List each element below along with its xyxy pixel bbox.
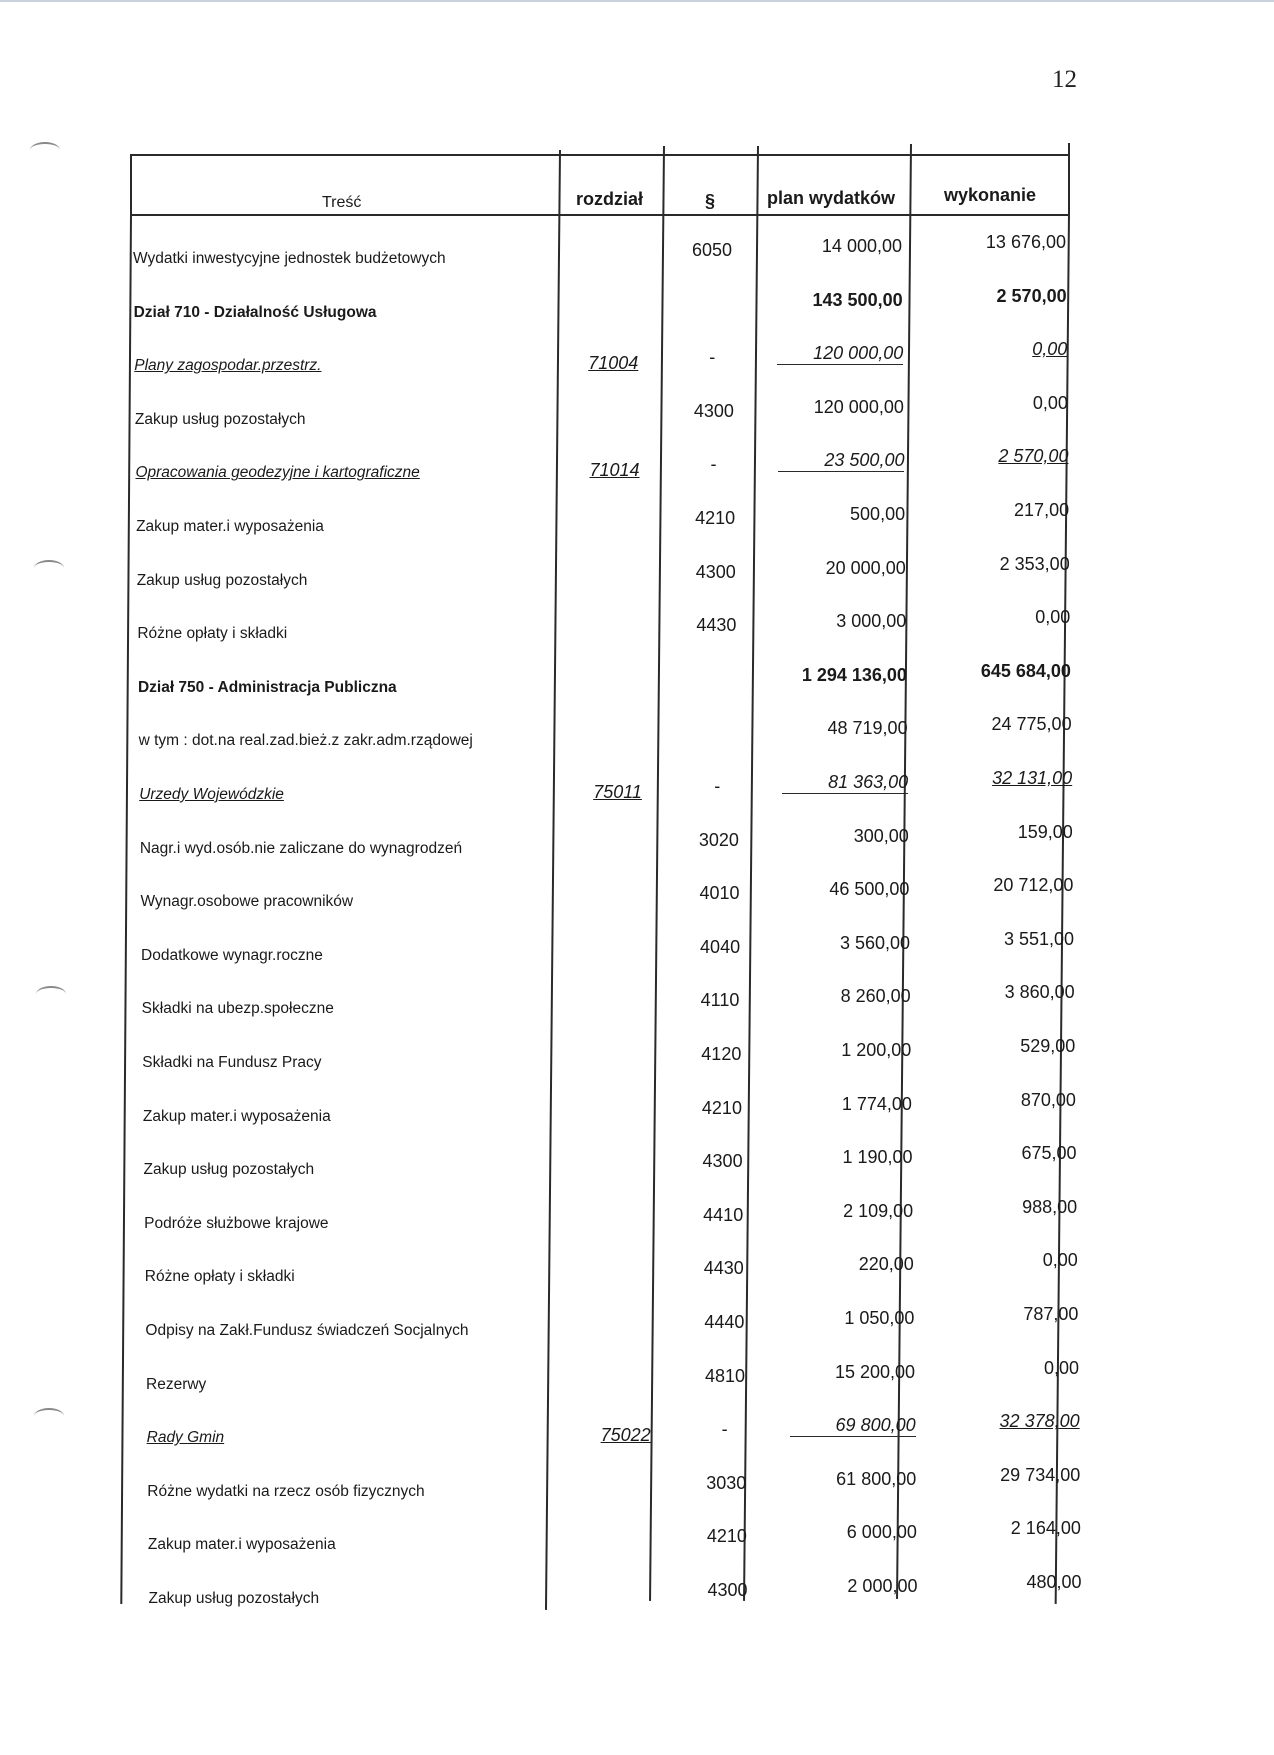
cell-plan: 8 260,00 — [840, 986, 911, 1007]
cell-paragraf: - — [714, 776, 721, 796]
cell-tresc: Różne wydatki na rzecz osób fizycznych — [147, 1482, 425, 1500]
cell-plan: 2 000,00 — [847, 1576, 918, 1596]
cell-paragraf: 4300 — [695, 561, 736, 582]
cell-wykonanie: 0,00 — [1032, 339, 1068, 360]
cell-paragraf: 4430 — [696, 615, 737, 636]
cell-plan: 69 800,00 — [790, 1415, 916, 1437]
cell-paragraf: 3030 — [706, 1472, 747, 1493]
cell-plan: 1 050,00 — [844, 1308, 915, 1328]
cell-plan: 1 200,00 — [841, 1040, 912, 1060]
cell-tresc: Nagr.i wyd.osób.nie zaliczane do wynagrodzeń — [139, 839, 463, 857]
cell-paragraf: - — [710, 454, 717, 475]
table-row — [0, 1465, 1274, 1519]
cell-wykonanie: 32 131,00 — [992, 768, 1073, 788]
cell-rozdzial: 71014 — [589, 460, 640, 481]
cell-paragraf: - — [709, 347, 716, 368]
cell-wykonanie: 0,00 — [1035, 607, 1071, 628]
cell-plan: 1 774,00 — [841, 1093, 912, 1114]
header-wykonanie: wykonanie — [944, 185, 1037, 205]
table-row — [0, 1411, 1274, 1465]
cell-wykonanie: 645 684,00 — [980, 660, 1071, 681]
table-right-border — [1068, 143, 1070, 214]
cell-tresc: Składki na ubezp.społeczne — [141, 1000, 334, 1018]
cell-plan: 2 109,00 — [843, 1200, 914, 1221]
cell-wykonanie: 2 164,00 — [1010, 1518, 1081, 1539]
cell-paragraf: 4430 — [703, 1258, 744, 1279]
header-rozdzial: rozdział — [576, 189, 644, 209]
cell-plan: 300,00 — [853, 825, 909, 846]
cell-paragraf: 6050 — [692, 240, 733, 260]
cell-tresc: Dział 710 - Działalność Usługowa — [133, 303, 377, 321]
cell-wykonanie: 2 353,00 — [999, 553, 1070, 574]
cell-plan: 48 719,00 — [827, 718, 908, 739]
cell-paragraf: 4300 — [707, 1580, 748, 1600]
cell-wykonanie: 217,00 — [1014, 500, 1070, 520]
cell-wykonanie: 0,00 — [1043, 1357, 1080, 1378]
cell-wykonanie: 2 570,00 — [998, 446, 1069, 467]
cell-plan: 120 000,00 — [813, 396, 904, 417]
table-row — [0, 929, 1274, 983]
table-row — [0, 286, 1274, 340]
cell-tresc: Urzedy Wojewódzkie — [139, 786, 284, 803]
cell-tresc: Zakup mater.i wyposażenia — [136, 518, 324, 535]
cell-wykonanie: 870,00 — [1020, 1089, 1076, 1110]
table-row — [0, 768, 1274, 822]
table-top-border — [130, 154, 1068, 156]
cell-rozdzial: 75011 — [593, 782, 642, 802]
cell-wykonanie: 13 676,00 — [985, 232, 1066, 252]
cell-paragraf: 4010 — [699, 883, 740, 904]
cell-tresc: Dodatkowe wynagr.roczne — [141, 946, 323, 964]
cell-plan: 500,00 — [850, 504, 906, 524]
cell-tresc: Opracowania geodezyjne i kartograficzne — [135, 464, 420, 482]
cell-wykonanie: 20 712,00 — [993, 875, 1074, 896]
cell-plan: 1 190,00 — [842, 1147, 913, 1168]
cell-plan: 61 800,00 — [836, 1468, 917, 1489]
cell-tresc: Wydatki inwestycyjne jednostek budżetowych — [133, 250, 446, 267]
cell-tresc: Zakup usług pozostałych — [134, 410, 306, 428]
cell-wykonanie: 0,00 — [1032, 392, 1068, 413]
table-row — [0, 714, 1274, 768]
cell-tresc: Zakup usług pozostałych — [143, 1161, 315, 1179]
cell-plan: 46 500,00 — [829, 879, 910, 900]
cell-plan: 3 000,00 — [836, 611, 907, 632]
cell-paragraf: 4210 — [701, 1097, 742, 1118]
cell-paragraf: 4410 — [703, 1204, 744, 1225]
table-row — [0, 1304, 1274, 1358]
cell-tresc: Odpisy na Zakł.Fundusz świadczeń Socjalnych — [145, 1322, 469, 1339]
cell-plan: 81 363,00 — [782, 772, 908, 794]
table-row — [0, 1250, 1274, 1304]
cell-wykonanie: 988,00 — [1022, 1196, 1078, 1217]
cell-tresc: Wynagr.osobowe pracowników — [140, 893, 354, 911]
cell-tresc: Różne opłaty i składki — [137, 625, 288, 643]
cell-plan: 1 294 136,00 — [801, 664, 907, 685]
cell-wykonanie: 159,00 — [1017, 821, 1073, 842]
cell-paragraf: 4440 — [704, 1312, 745, 1332]
cell-paragraf: 4040 — [700, 936, 741, 957]
cell-rozdzial: 71004 — [588, 353, 639, 374]
cell-paragraf: 4300 — [693, 400, 734, 421]
cell-wykonanie: 24 775,00 — [991, 714, 1072, 735]
cell-plan: 20 000,00 — [825, 557, 906, 578]
page-number: 12 — [1052, 66, 1077, 93]
cell-paragraf: 3020 — [698, 829, 739, 850]
header-bottom-border — [130, 214, 1068, 216]
cell-paragraf: 4120 — [701, 1044, 742, 1064]
cell-tresc: Rezerwy — [146, 1375, 207, 1393]
cell-wykonanie: 3 551,00 — [1003, 928, 1075, 949]
cell-wykonanie: 480,00 — [1026, 1572, 1082, 1592]
cell-plan: 23 500,00 — [778, 450, 904, 472]
table-left-border — [130, 154, 132, 214]
table-row — [0, 339, 1274, 393]
cell-tresc: Dział 750 - Administracja Publiczna — [137, 678, 397, 696]
table-row — [0, 500, 1274, 554]
table-row — [0, 554, 1274, 608]
table-row — [0, 607, 1274, 661]
header-plan: plan wydatków — [767, 188, 896, 208]
cell-plan: 220,00 — [858, 1254, 914, 1275]
cell-wykonanie: 32 378,00 — [999, 1411, 1080, 1432]
cell-wykonanie: 2 570,00 — [996, 285, 1067, 306]
cell-plan: 120 000,00 — [777, 343, 903, 365]
header-tresc: Treść — [322, 194, 362, 211]
cell-plan: 3 560,00 — [839, 932, 911, 953]
table-row — [0, 393, 1274, 447]
header-paragraf: § — [705, 191, 716, 211]
cell-wykonanie: 3 860,00 — [1004, 982, 1075, 1003]
cell-tresc: Zakup usług pozostałych — [136, 571, 308, 589]
cell-tresc: Składki na Fundusz Pracy — [142, 1054, 322, 1071]
cell-tresc: w tym : dot.na real.zad.bież.z zakr.adm.rządowej — [138, 732, 473, 750]
table-row — [0, 1036, 1274, 1090]
table-row — [0, 1572, 1274, 1626]
table-row — [0, 1358, 1274, 1412]
cell-paragraf: 4110 — [700, 990, 740, 1011]
cell-paragraf: - — [721, 1419, 728, 1440]
cell-paragraf: 4300 — [702, 1151, 743, 1172]
cell-plan: 15 200,00 — [834, 1361, 916, 1382]
cell-rozdzial: 75022 — [600, 1425, 651, 1446]
table-row — [0, 661, 1274, 715]
cell-tresc: Podróże służbowe krajowe — [144, 1214, 329, 1232]
cell-plan: 14 000,00 — [821, 236, 902, 256]
cell-paragraf: 4210 — [706, 1526, 747, 1547]
table-row — [0, 232, 1274, 286]
table-row — [0, 1197, 1274, 1251]
cell-wykonanie: 675,00 — [1021, 1143, 1077, 1164]
cell-wykonanie: 29 734,00 — [1000, 1464, 1081, 1485]
table-row — [0, 446, 1274, 500]
cell-tresc: Zakup mater.i wyposażenia — [147, 1536, 336, 1554]
table-row — [0, 1518, 1274, 1572]
cell-tresc: Zakup usług pozostałych — [148, 1590, 320, 1607]
cell-paragraf: 4210 — [695, 508, 736, 528]
table-row — [0, 822, 1274, 876]
cell-tresc: Różne opłaty i składki — [144, 1268, 295, 1286]
cell-tresc: Plany zagospodar.przestrz. — [134, 357, 322, 375]
cell-plan: 6 000,00 — [846, 1522, 917, 1543]
cell-tresc: Rady Gmin — [146, 1429, 225, 1447]
cell-tresc: Zakup mater.i wyposażenia — [142, 1107, 331, 1125]
cell-wykonanie: 787,00 — [1023, 1304, 1079, 1324]
table-row — [0, 1143, 1274, 1197]
table-row — [0, 982, 1274, 1036]
cell-plan: 143 500,00 — [812, 289, 903, 310]
table-row — [0, 1090, 1274, 1144]
table-row — [0, 875, 1274, 929]
cell-wykonanie: 0,00 — [1042, 1250, 1078, 1271]
cell-wykonanie: 529,00 — [1020, 1036, 1076, 1056]
cell-paragraf: 4810 — [705, 1365, 746, 1386]
